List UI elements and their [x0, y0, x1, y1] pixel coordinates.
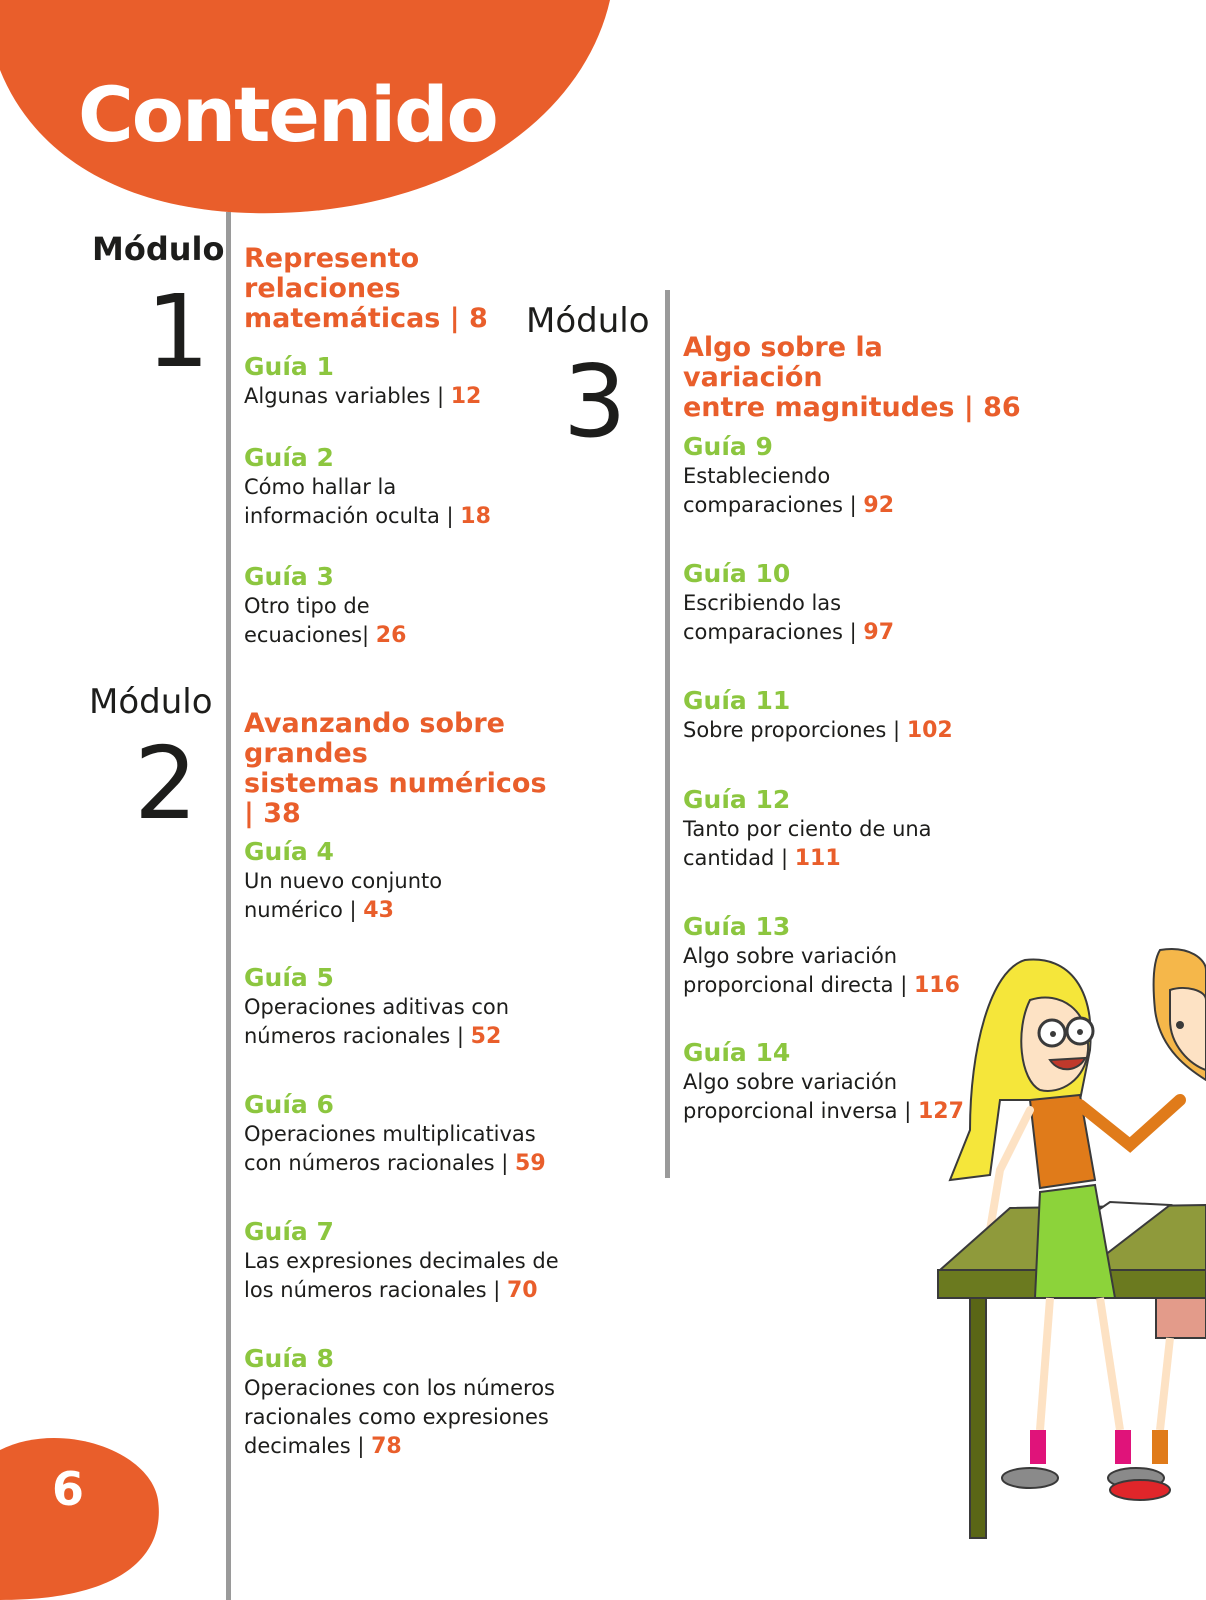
guide-label: Guía 6	[244, 1090, 334, 1119]
module-title-text: sistemas numéricos |	[244, 768, 547, 829]
guide-desc-text: decimales |	[244, 1434, 372, 1458]
guide-desc-text: comparaciones |	[683, 620, 864, 644]
guide-desc-text: números racionales |	[244, 1024, 471, 1048]
guide-desc-line: Operaciones con los números	[244, 1376, 555, 1400]
guide-entry-4[interactable]	[244, 837, 564, 925]
guide-desc-line	[683, 491, 1003, 520]
guide-entry-2[interactable]	[244, 443, 564, 531]
students-illustration	[930, 930, 1206, 1550]
guide-entry-5[interactable]	[244, 963, 564, 1051]
guide-label: Guía 13	[683, 912, 791, 941]
module-1-title[interactable]	[244, 244, 504, 334]
guide-desc-line: Estableciendo	[683, 464, 831, 488]
guide-label: Guía 12	[683, 785, 791, 814]
guide-desc-line: racionales como expresiones	[244, 1405, 549, 1429]
guide-page-number: 116	[913, 973, 960, 998]
guide-entry-1[interactable]	[244, 352, 564, 411]
module-page-number: 8	[469, 303, 488, 334]
guide-entry-7[interactable]	[244, 1217, 584, 1305]
guide-desc-text: ecuaciones|	[244, 623, 376, 647]
module-2-word: Módulo	[89, 682, 213, 722]
page-title: Contenido	[78, 70, 497, 159]
module-3-title[interactable]	[683, 333, 1023, 423]
divider-rule-left	[226, 212, 231, 1600]
guide-page-number: 43	[363, 898, 394, 923]
guide-page-number: 12	[450, 384, 482, 409]
module-title-line: relaciones	[244, 273, 401, 304]
guide-desc-text: proporcional inversa |	[683, 1099, 918, 1123]
guide-desc-line: Las expresiones decimales de	[244, 1249, 559, 1273]
guide-label: Guía 5	[244, 963, 334, 992]
guide-entry-12[interactable]	[683, 785, 1003, 873]
guide-desc-text: Algunas variables |	[244, 384, 451, 408]
guide-desc-line: Operaciones multiplicativas	[244, 1122, 536, 1146]
guide-page-number: 18	[460, 504, 491, 529]
module-3-word: Módulo	[526, 301, 650, 341]
guide-desc-line	[244, 1022, 564, 1051]
guide-desc-line	[244, 896, 564, 925]
module-1-word: Módulo	[92, 230, 225, 268]
module-title-line	[244, 304, 504, 334]
guide-desc-text: numérico |	[244, 898, 364, 922]
module-page-number: 38	[263, 798, 301, 829]
guide-desc-text: comparaciones |	[683, 493, 864, 517]
guide-desc-line: Algo sobre variación	[683, 1070, 898, 1094]
guide-page-number: 102	[906, 718, 953, 743]
guide-label: Guía 2	[244, 443, 334, 472]
guide-entry-6[interactable]	[244, 1090, 584, 1178]
guide-entry-3[interactable]	[244, 562, 564, 650]
guide-desc-line	[683, 716, 1003, 745]
guide-entry-10[interactable]	[683, 559, 1003, 647]
module-3-number: 3	[563, 343, 627, 460]
guide-desc-line	[244, 621, 564, 650]
guide-desc-line: Tanto por ciento de una	[683, 817, 932, 841]
guide-desc-line: Cómo hallar la	[244, 475, 397, 499]
guide-desc-line	[244, 502, 564, 531]
guide-page-number: 59	[515, 1151, 546, 1176]
guide-desc-line: Un nuevo conjunto	[244, 869, 443, 893]
guide-desc-line	[244, 382, 564, 411]
guide-desc-line: Escribiendo las	[683, 591, 842, 615]
divider-rule-right	[665, 290, 670, 1178]
guide-label: Guía 8	[244, 1344, 334, 1373]
module-1-number: 1	[146, 273, 210, 390]
guide-desc-line	[244, 1149, 584, 1178]
guide-page-number: 70	[506, 1278, 538, 1303]
module-title-line	[683, 393, 1023, 423]
guide-label: Guía 3	[244, 562, 334, 591]
guide-desc-text: proporcional directa |	[683, 973, 914, 997]
guide-page-number: 78	[371, 1434, 402, 1459]
guide-desc-line	[244, 1432, 584, 1461]
guide-page-number: 127	[917, 1099, 964, 1124]
guide-entry-9[interactable]	[683, 432, 1003, 520]
module-2-number: 2	[134, 725, 198, 842]
guide-page-number: 111	[794, 846, 841, 871]
page-number: 6	[52, 1462, 85, 1516]
module-page-number: 86	[983, 392, 1021, 423]
guide-entry-11[interactable]	[683, 686, 1003, 745]
guide-page-number: 92	[863, 493, 895, 518]
guide-desc-text: información oculta |	[244, 504, 461, 528]
module-title-line: Avanzando sobre	[244, 708, 505, 739]
guide-label: Guía 7	[244, 1217, 334, 1246]
module-title-text: matemáticas |	[244, 303, 470, 334]
module-title-line: Represento	[244, 243, 420, 274]
module-2-title[interactable]	[244, 709, 564, 829]
guide-label: Guía 10	[683, 559, 791, 588]
guide-desc-line	[683, 618, 1003, 647]
guide-desc-text: los números racionales |	[244, 1278, 507, 1302]
guide-label: Guía 4	[244, 837, 334, 866]
guide-page-number: 52	[470, 1024, 502, 1049]
module-title-line	[244, 769, 564, 829]
module-title-text: entre magnitudes |	[683, 392, 984, 423]
guide-desc-line: Otro tipo de	[244, 594, 370, 618]
guide-label: Guía 14	[683, 1038, 791, 1067]
guide-page-number: 26	[375, 623, 407, 648]
guide-desc-line: Operaciones aditivas con	[244, 995, 510, 1019]
guide-desc-text: cantidad |	[683, 846, 795, 870]
guide-desc-line	[683, 844, 1003, 873]
module-title-line: Algo sobre la variación	[683, 332, 883, 393]
guide-desc-text: con números racionales |	[244, 1151, 516, 1175]
guide-desc-line	[244, 1276, 584, 1305]
guide-page-number: 97	[863, 620, 895, 645]
guide-entry-8[interactable]	[244, 1344, 584, 1461]
guide-label: Guía 9	[683, 432, 773, 461]
module-title-line: grandes	[244, 738, 368, 769]
guide-label: Guía 1	[244, 352, 334, 381]
guide-desc-line: Algo sobre variación	[683, 944, 898, 968]
guide-desc-text: Sobre proporciones |	[683, 718, 907, 742]
guide-label: Guía 11	[683, 686, 791, 715]
